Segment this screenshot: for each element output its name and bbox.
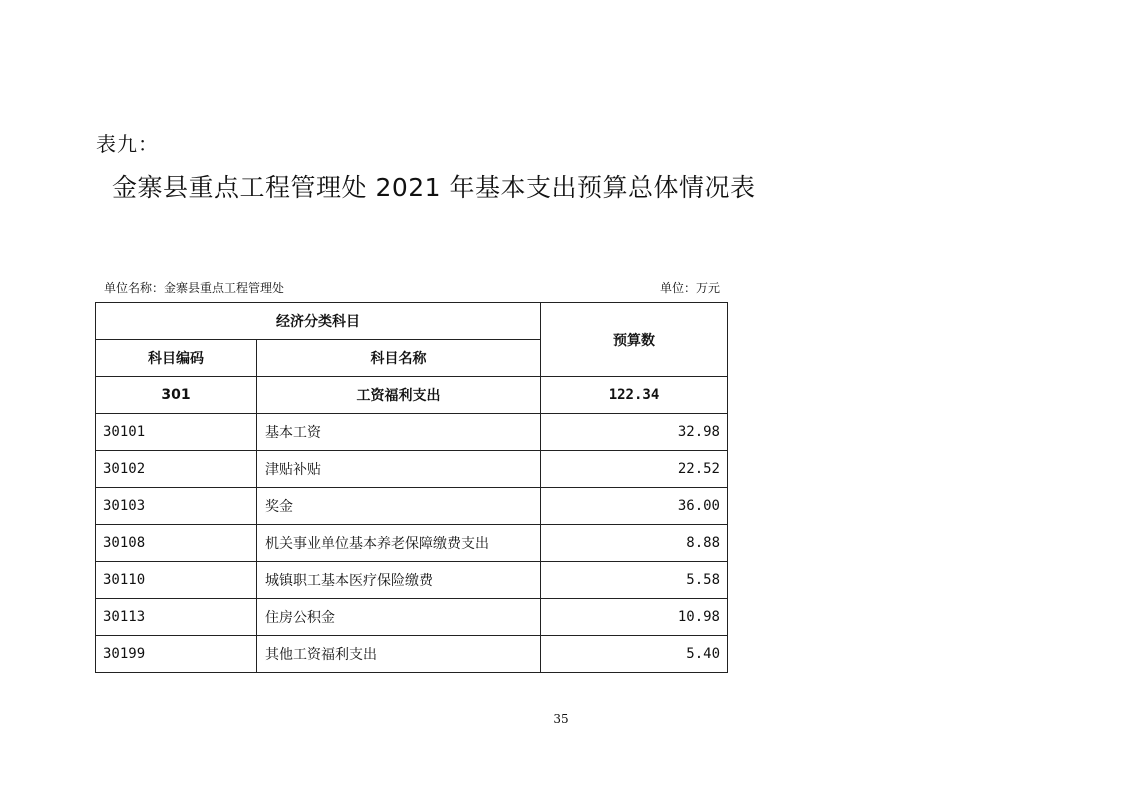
summary-code: 301: [96, 377, 257, 414]
row-name: 其他工资福利支出: [257, 636, 541, 673]
table-row: [96, 414, 728, 451]
row-name: 机关事业单位基本养老保障缴费支出: [257, 525, 541, 562]
row-amount: 8.88: [541, 525, 728, 562]
row-code: 30108: [96, 525, 257, 562]
table-row: [96, 599, 728, 636]
document-title: 金寨县重点工程管理处 2021 年基本支出预算总体情况表: [112, 173, 756, 202]
row-code: 30102: [96, 451, 257, 488]
currency-unit: 单位：万元: [659, 281, 720, 295]
row-code: 30110: [96, 562, 257, 599]
table-row: [96, 525, 728, 562]
row-name: 城镇职工基本医疗保险缴费: [257, 562, 541, 599]
row-amount: 32.98: [541, 414, 728, 451]
budget-table: [95, 302, 728, 673]
row-amount: 36.00: [541, 488, 728, 525]
row-name: 津贴补贴: [257, 451, 541, 488]
row-amount: 5.58: [541, 562, 728, 599]
header-subject-name: 科目名称: [257, 340, 541, 377]
table-label: 表九：: [96, 132, 159, 156]
table-row: [96, 636, 728, 673]
row-name: 基本工资: [257, 414, 541, 451]
row-name: 住房公积金: [257, 599, 541, 636]
row-amount: 5.40: [541, 636, 728, 673]
table-row: [96, 488, 728, 525]
table-row: [96, 562, 728, 599]
summary-name: 工资福利支出: [257, 377, 541, 414]
summary-amount: 122.34: [541, 377, 728, 414]
header-subject-code: 科目编码: [96, 340, 257, 377]
summary-row: [96, 377, 728, 414]
row-name: 奖金: [257, 488, 541, 525]
header-economic-category: 经济分类科目: [96, 303, 541, 340]
header-budget-amount: 预算数: [541, 303, 728, 377]
header-row-group: [96, 303, 728, 340]
row-code: 30199: [96, 636, 257, 673]
row-code: 30113: [96, 599, 257, 636]
row-amount: 22.52: [541, 451, 728, 488]
row-amount: 10.98: [541, 599, 728, 636]
row-code: 30101: [96, 414, 257, 451]
row-code: 30103: [96, 488, 257, 525]
unit-name: 单位名称：金寨县重点工程管理处: [104, 281, 285, 295]
page-number: 35: [553, 712, 569, 726]
table-row: [96, 451, 728, 488]
